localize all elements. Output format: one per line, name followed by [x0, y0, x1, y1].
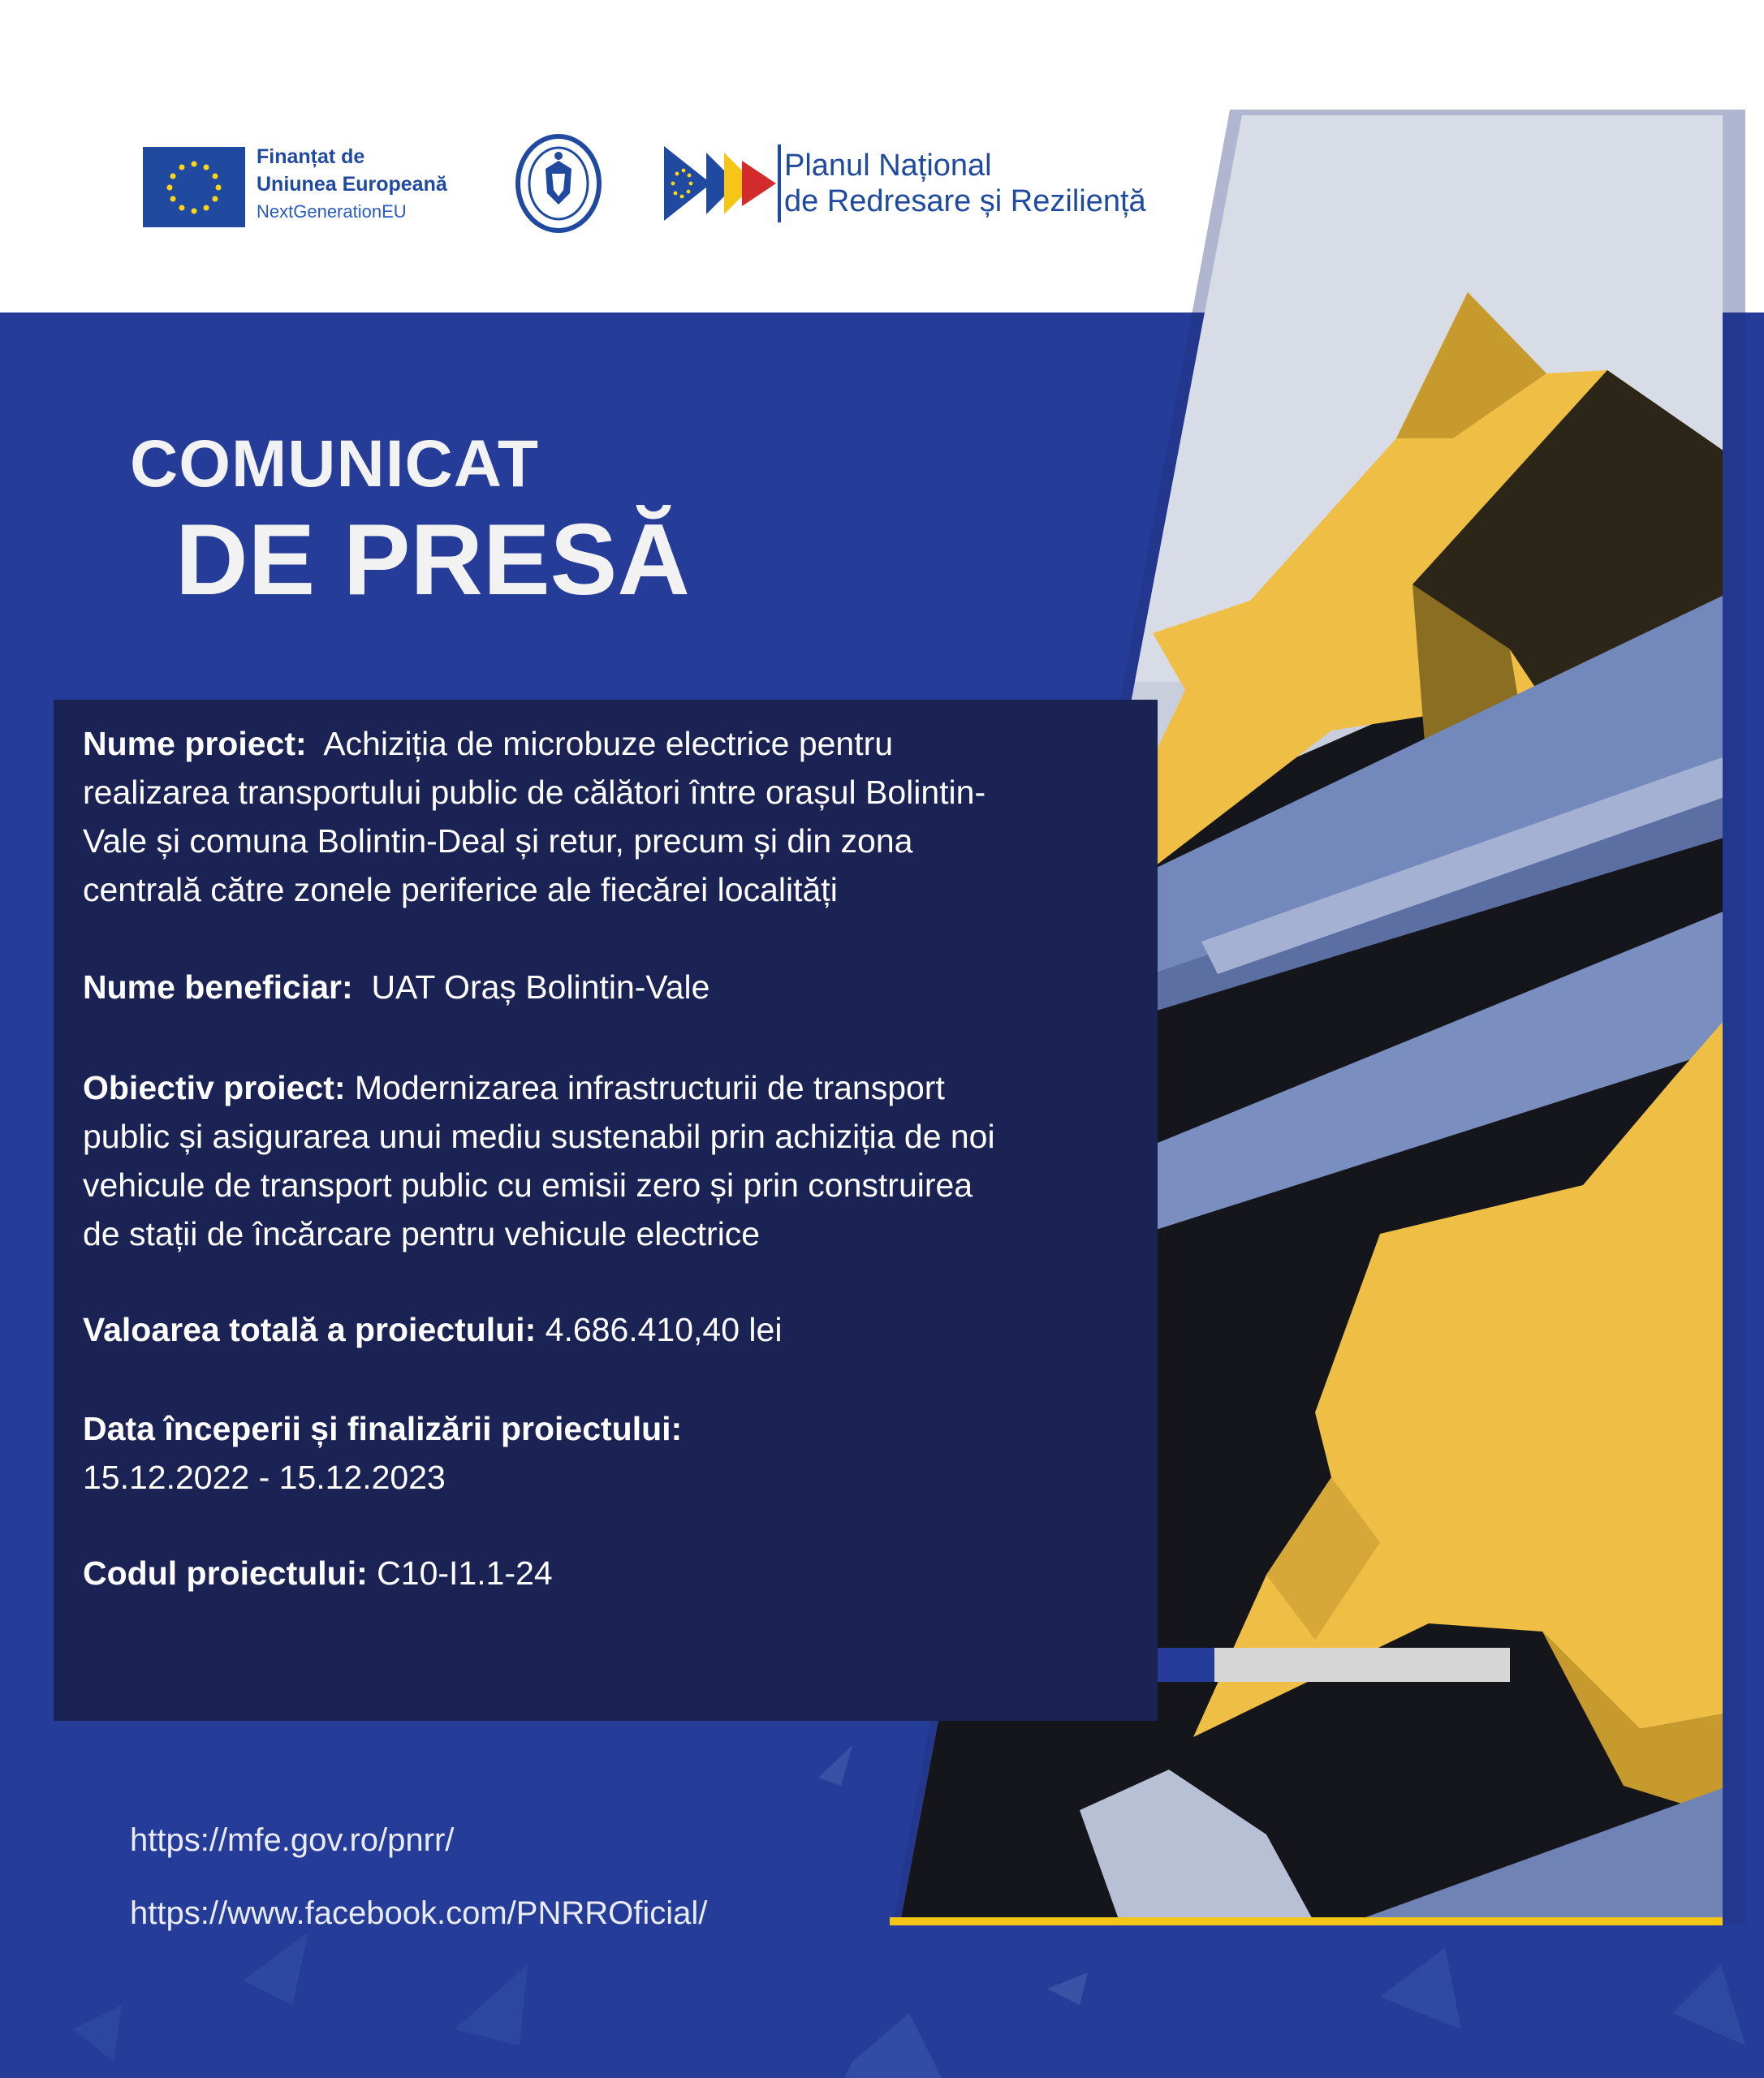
- progress-track-grey: [1214, 1648, 1510, 1682]
- eu-line-2: Uniunea Europeană: [257, 173, 447, 196]
- field-dates: [83, 1404, 1008, 1502]
- pnrr-divider: [778, 144, 781, 222]
- title-line-1: COMUNICAT: [130, 427, 539, 501]
- eu-line-1: Finanțat de: [257, 145, 365, 168]
- eu-line-3: NextGenerationEU: [257, 201, 407, 222]
- link-mfe-pnrr[interactable]: https://mfe.gov.ro/pnrr/: [130, 1822, 455, 1858]
- pnrr-line-2: de Redresare și Reziliență: [784, 184, 1146, 218]
- value-beneficiary: UAT Oraș Bolintin-Vale: [371, 968, 710, 1006]
- romanian-government-seal-icon: [515, 133, 602, 234]
- value-dates: 15.12.2022 - 15.12.2023: [83, 1459, 446, 1496]
- pnrr-arrows-logo-icon: [664, 146, 776, 221]
- field-project-name: [83, 719, 1008, 914]
- field-beneficiary: [83, 963, 1008, 1011]
- label-project-name: Nume proiect:: [83, 725, 307, 762]
- title-line-2: DE PRESĂ: [175, 504, 690, 616]
- value-total-value: 4.686.410,40 lei: [545, 1311, 783, 1348]
- pnrr-line-1: Planul Național: [784, 149, 992, 183]
- links-section: [130, 1804, 707, 1950]
- label-total-value: Valoarea totală a proiectului:: [83, 1311, 537, 1348]
- label-beneficiary: Nume beneficiar:: [83, 968, 353, 1006]
- field-total-value: [83, 1305, 1008, 1354]
- value-objective: Modernizarea infrastructurii de transport public și asigurarea unui mediu sustenabil prin achiziția de noi vehicule de transport public cu emisii zero și prin construirea de stații de încărcare pentru vehicule electrice: [83, 1069, 995, 1252]
- yellow-ribbon-bottom: [890, 1917, 1723, 1925]
- label-code: Codul proiectului:: [83, 1554, 368, 1592]
- field-objective: [83, 1063, 1008, 1258]
- link-facebook-pnrr[interactable]: https://www.facebook.com/PNRROficial/: [130, 1895, 708, 1931]
- field-code: [83, 1549, 1008, 1597]
- label-dates: Data începerii și finalizării proiectului:: [83, 1410, 683, 1447]
- project-info-content: [83, 719, 1008, 1597]
- label-objective: Obiectiv proiect:: [83, 1069, 346, 1106]
- value-code: C10-I1.1-24: [377, 1554, 553, 1592]
- eu-flag-icon: [143, 147, 245, 227]
- eu-funding-text: [257, 143, 476, 226]
- value-project-name: Achiziția de microbuze electrice pentru realizarea transportului public de călători între orașul Bolintin-Vale și comuna Bolintin-Deal și retur, precum și din zona centrală către zonele periferice ale fiecărei localități: [83, 725, 986, 908]
- pnrr-title: [784, 148, 1146, 219]
